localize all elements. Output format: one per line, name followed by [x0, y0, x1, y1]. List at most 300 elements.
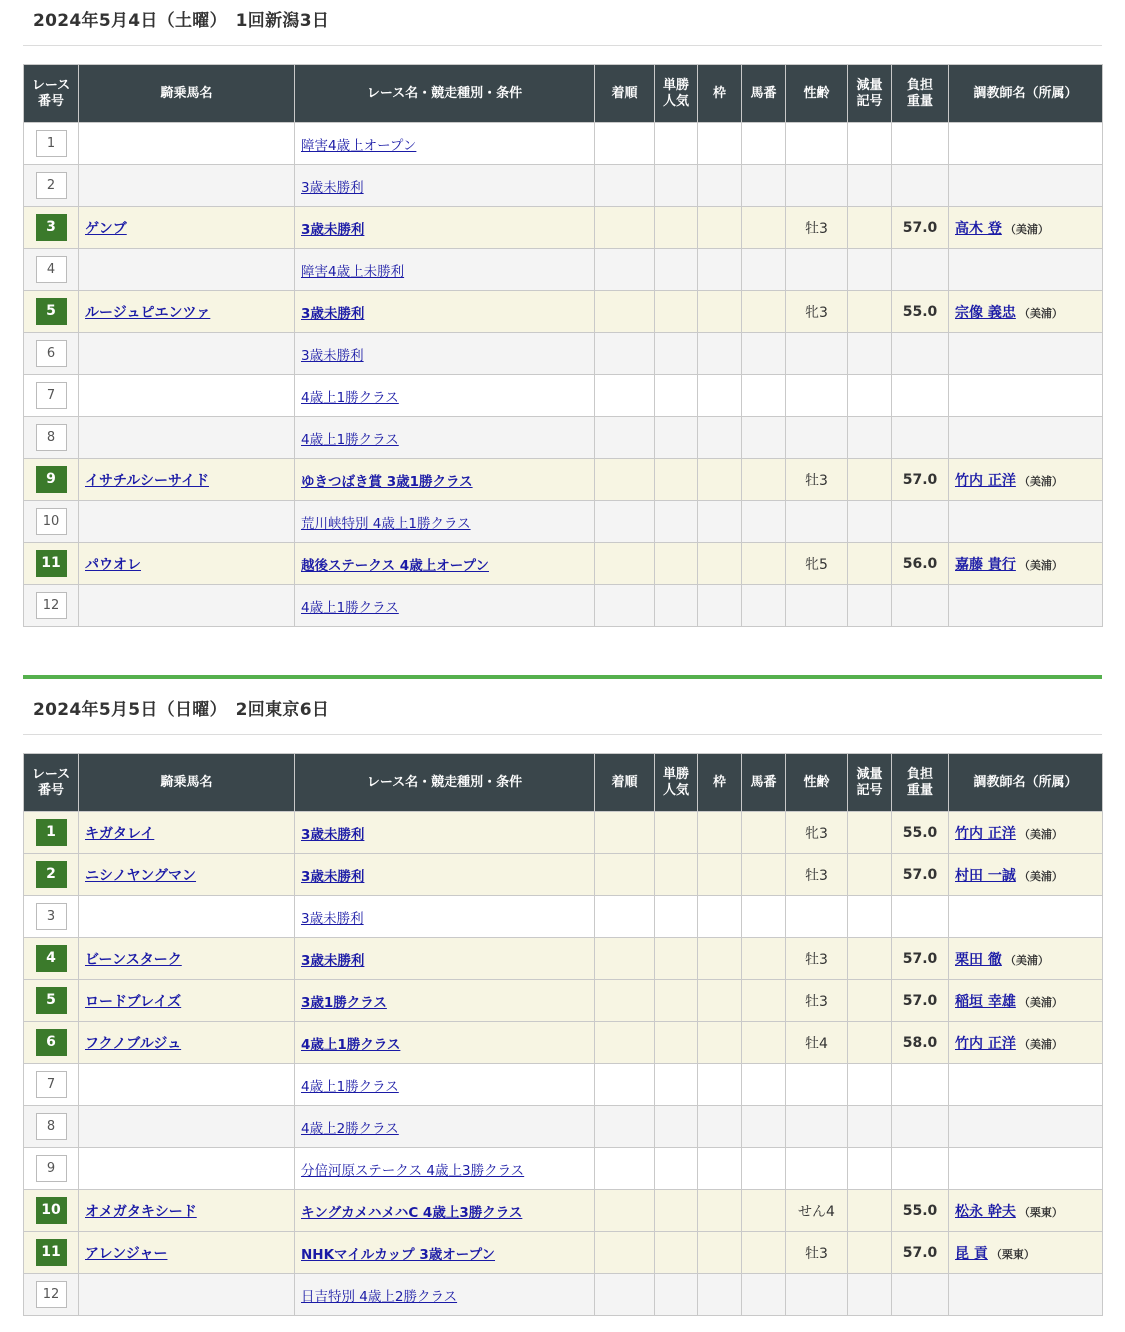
horse-name-cell: [79, 375, 295, 417]
race-number-cell: [24, 333, 79, 375]
race-name-link[interactable]: 4歳上1勝クラス: [301, 599, 399, 616]
trainer-name-link[interactable]: 竹内 正洋: [955, 472, 1016, 489]
race-name-cell: [295, 501, 595, 543]
race-row: [24, 1148, 1103, 1190]
frame-cell: [698, 1106, 742, 1148]
column-header: 減量 記号: [848, 754, 892, 812]
weight-reduction-cell: [848, 417, 892, 459]
carried-weight-cell: 57.0: [892, 938, 949, 980]
finish-position-cell: [595, 501, 655, 543]
carried-weight-cell: 55.0: [892, 291, 949, 333]
horse-number-cell: [742, 1106, 786, 1148]
day-header-1: [23, 6, 1102, 31]
trainer-cell: [949, 1022, 1103, 1064]
trainer-cell: [949, 1190, 1103, 1232]
race-name-link[interactable]: 障害4歳上オープン: [301, 137, 417, 154]
trainer-name-link[interactable]: 竹内 正洋: [955, 1035, 1016, 1052]
race-name-link[interactable]: NHKマイルカップ 3歳オープン: [301, 1246, 496, 1263]
frame-cell: [698, 980, 742, 1022]
race-name-cell: [295, 1232, 595, 1274]
race-name-cell: [295, 333, 595, 375]
header-row: [24, 65, 1103, 123]
race-row: [24, 1274, 1103, 1316]
finish-position-cell: [595, 207, 655, 249]
weight-reduction-cell: [848, 543, 892, 585]
popularity-cell: [655, 123, 698, 165]
trainer-cell: [949, 375, 1103, 417]
horse-name-cell: [79, 980, 295, 1022]
race-name-cell: [295, 123, 595, 165]
trainer-affiliation: （栗東）: [990, 1247, 1035, 1261]
title-rule: [23, 734, 1102, 735]
horse-number-cell: [742, 980, 786, 1022]
horse-number-cell: [742, 1232, 786, 1274]
trainer-affiliation: （美浦）: [1004, 222, 1049, 236]
finish-position-cell: [595, 585, 655, 627]
frame-cell: [698, 1064, 742, 1106]
trainer-cell: [949, 896, 1103, 938]
finish-position-cell: [595, 375, 655, 417]
finish-position-cell: [595, 1106, 655, 1148]
trainer-affiliation: （栗東）: [1018, 1205, 1063, 1219]
trainer-cell: [949, 1064, 1103, 1106]
race-row: [24, 854, 1103, 896]
column-header: レース 番号: [24, 65, 79, 123]
trainer-affiliation: （美浦）: [1018, 306, 1063, 320]
horse-name-cell: [79, 1148, 295, 1190]
carried-weight-cell: [892, 1148, 949, 1190]
race-row: [24, 938, 1103, 980]
race-name-link[interactable]: 越後ステークス 4歳上オープン: [301, 557, 489, 574]
horse-name-cell: [79, 1274, 295, 1316]
race-row: [24, 812, 1103, 854]
race-number-badge: 8: [36, 424, 67, 451]
column-header: 単勝 人気: [655, 754, 698, 812]
carried-weight-cell: 56.0: [892, 543, 949, 585]
carried-weight-cell: 55.0: [892, 812, 949, 854]
race-number-cell: [24, 459, 79, 501]
trainer-cell: [949, 417, 1103, 459]
day-title: 2024年5月5日（日曜） 2回東京6日: [33, 700, 330, 720]
popularity-cell: [655, 1274, 698, 1316]
horse-name-link[interactable]: オメガタキシード: [85, 1203, 197, 1220]
race-row: [24, 543, 1103, 585]
race-row: [24, 123, 1103, 165]
frame-cell: [698, 585, 742, 627]
frame-cell: [698, 165, 742, 207]
horse-name-cell: [79, 417, 295, 459]
frame-cell: [698, 938, 742, 980]
race-name-cell: [295, 1022, 595, 1064]
popularity-cell: [655, 417, 698, 459]
race-number-cell: [24, 896, 79, 938]
race-name-link[interactable]: 日吉特別 4歳上2勝クラス: [301, 1288, 458, 1305]
race-name-link[interactable]: 4歳上1勝クラス: [301, 1078, 399, 1095]
race-row: [24, 291, 1103, 333]
sex-age-cell: [786, 501, 848, 543]
race-name-link[interactable]: 3歳未勝利: [301, 347, 364, 364]
weight-reduction-cell: [848, 1106, 892, 1148]
column-header: レース 番号: [24, 754, 79, 812]
race-name-link[interactable]: 3歳未勝利: [301, 826, 365, 843]
race-number-badge: 11: [36, 1239, 67, 1266]
horse-number-cell: [742, 543, 786, 585]
race-number-badge: 12: [36, 592, 67, 619]
weight-reduction-cell: [848, 207, 892, 249]
finish-position-cell: [595, 1190, 655, 1232]
race-name-cell: [295, 375, 595, 417]
race-number-cell: [24, 207, 79, 249]
race-number-cell: [24, 1022, 79, 1064]
column-header: 負担 重量: [892, 754, 949, 812]
weight-reduction-cell: [848, 375, 892, 417]
column-header: 着順: [595, 65, 655, 123]
sex-age-cell: 牝3: [786, 812, 848, 854]
sex-age-cell: [786, 1064, 848, 1106]
race-row: [24, 585, 1103, 627]
race-number-badge: 4: [36, 945, 67, 972]
race-name-cell: [295, 585, 595, 627]
trainer-name-link[interactable]: 宗像 義忠: [955, 304, 1016, 321]
finish-position-cell: [595, 333, 655, 375]
race-name-cell: [295, 812, 595, 854]
popularity-cell: [655, 501, 698, 543]
race-name-link[interactable]: 分倍河原ステークス 4歳上3勝クラス: [301, 1162, 525, 1179]
race-number-cell: [24, 291, 79, 333]
race-number-badge: 9: [36, 1155, 67, 1182]
popularity-cell: [655, 812, 698, 854]
trainer-name-link[interactable]: 栗田 徹: [955, 951, 1002, 968]
trainer-cell: [949, 1274, 1103, 1316]
weight-reduction-cell: [848, 333, 892, 375]
horse-number-cell: [742, 854, 786, 896]
race-number-cell: [24, 1148, 79, 1190]
race-name-cell: [295, 1064, 595, 1106]
horse-number-cell: [742, 207, 786, 249]
race-name-cell: [295, 938, 595, 980]
column-header: 馬番: [742, 65, 786, 123]
sex-age-cell: [786, 417, 848, 459]
popularity-cell: [655, 249, 698, 291]
column-header: レース名・競走種別・条件: [295, 65, 595, 123]
race-number-badge: 3: [36, 214, 67, 241]
popularity-cell: [655, 165, 698, 207]
horse-name-link[interactable]: アレンジャー: [85, 1245, 168, 1262]
horse-name-cell: [79, 459, 295, 501]
trainer-name-link[interactable]: 村田 一誠: [955, 867, 1016, 884]
frame-cell: [698, 123, 742, 165]
horse-name-cell: [79, 585, 295, 627]
column-header: 調教師名（所属）: [949, 754, 1103, 812]
finish-position-cell: [595, 896, 655, 938]
race-row: [24, 459, 1103, 501]
column-header: 騎乗馬名: [79, 754, 295, 812]
sex-age-cell: [786, 123, 848, 165]
weight-reduction-cell: [848, 123, 892, 165]
day-title: 2024年5月4日（土曜） 1回新潟3日: [33, 11, 330, 31]
horse-name-cell: [79, 896, 295, 938]
race-table-day-1: [23, 64, 1103, 627]
race-row: [24, 1232, 1103, 1274]
weight-reduction-cell: [848, 812, 892, 854]
race-number-badge: 2: [36, 861, 67, 888]
race-name-link[interactable]: 4歳上1勝クラス: [301, 1036, 401, 1053]
column-header: 枠: [698, 754, 742, 812]
race-number-badge: 2: [36, 172, 67, 199]
race-name-link[interactable]: 3歳未勝利: [301, 868, 365, 885]
horse-name-link[interactable]: フクノブルジュ: [85, 1035, 182, 1052]
finish-position-cell: [595, 1232, 655, 1274]
weight-reduction-cell: [848, 1232, 892, 1274]
race-number-cell: [24, 123, 79, 165]
frame-cell: [698, 1232, 742, 1274]
column-header: 騎乗馬名: [79, 65, 295, 123]
frame-cell: [698, 417, 742, 459]
race-number-badge: 6: [36, 340, 67, 367]
horse-number-cell: [742, 938, 786, 980]
trainer-affiliation: （美浦）: [1004, 953, 1049, 967]
horse-name-link[interactable]: ゲンブ: [85, 220, 127, 237]
weight-reduction-cell: [848, 1190, 892, 1232]
sex-age-cell: [786, 333, 848, 375]
horse-name-cell: [79, 1022, 295, 1064]
race-number-badge: 1: [36, 130, 67, 157]
horse-name-cell: [79, 291, 295, 333]
race-number-badge: 3: [36, 903, 67, 930]
race-row: [24, 501, 1103, 543]
popularity-cell: [655, 1022, 698, 1064]
race-name-link[interactable]: 4歳上1勝クラス: [301, 431, 399, 448]
trainer-name-link[interactable]: 稲垣 幸雄: [955, 993, 1016, 1010]
frame-cell: [698, 1022, 742, 1064]
horse-name-cell: [79, 207, 295, 249]
frame-cell: [698, 1190, 742, 1232]
popularity-cell: [655, 1106, 698, 1148]
carried-weight-cell: 57.0: [892, 854, 949, 896]
race-name-cell: [295, 1106, 595, 1148]
race-number-cell: [24, 501, 79, 543]
race-name-link[interactable]: キングカメハメハC 4歳上3勝クラス: [301, 1204, 523, 1221]
race-number-cell: [24, 1190, 79, 1232]
finish-position-cell: [595, 165, 655, 207]
race-name-cell: [295, 543, 595, 585]
race-number-badge: 4: [36, 256, 67, 283]
popularity-cell: [655, 980, 698, 1022]
race-row: [24, 980, 1103, 1022]
carried-weight-cell: [892, 417, 949, 459]
weight-reduction-cell: [848, 501, 892, 543]
trainer-cell: [949, 165, 1103, 207]
sex-age-cell: 牡3: [786, 1232, 848, 1274]
popularity-cell: [655, 1190, 698, 1232]
race-number-cell: [24, 854, 79, 896]
column-header: 調教師名（所属）: [949, 65, 1103, 123]
carried-weight-cell: [892, 1064, 949, 1106]
popularity-cell: [655, 333, 698, 375]
race-name-cell: [295, 1274, 595, 1316]
race-name-link[interactable]: 荒川峡特別 4歳上1勝クラス: [301, 515, 471, 532]
trainer-name-link[interactable]: 高木 登: [955, 220, 1002, 237]
popularity-cell: [655, 896, 698, 938]
race-name-link[interactable]: ゆきつばき賞 3歳1勝クラス: [301, 473, 473, 490]
race-row: [24, 896, 1103, 938]
weight-reduction-cell: [848, 165, 892, 207]
finish-position-cell: [595, 123, 655, 165]
sex-age-cell: 牡4: [786, 1022, 848, 1064]
horse-number-cell: [742, 585, 786, 627]
carried-weight-cell: [892, 585, 949, 627]
popularity-cell: [655, 1064, 698, 1106]
race-name-link[interactable]: 3歳未勝利: [301, 952, 365, 969]
horse-number-cell: [742, 333, 786, 375]
finish-position-cell: [595, 1274, 655, 1316]
trainer-name-link[interactable]: 松永 幹夫: [955, 1203, 1016, 1220]
trainer-name-link[interactable]: 竹内 正洋: [955, 825, 1016, 842]
race-table-day-2: [23, 753, 1103, 1316]
race-number-badge: 12: [36, 1281, 67, 1308]
horse-number-cell: [742, 1190, 786, 1232]
race-name-cell: [295, 854, 595, 896]
race-name-link[interactable]: 障害4歳上未勝利: [301, 263, 405, 280]
weight-reduction-cell: [848, 1274, 892, 1316]
race-row: [24, 375, 1103, 417]
race-name-link[interactable]: 4歳上2勝クラス: [301, 1120, 399, 1137]
carried-weight-cell: [892, 123, 949, 165]
finish-position-cell: [595, 291, 655, 333]
column-header: 負担 重量: [892, 65, 949, 123]
horse-name-link[interactable]: ロードブレイズ: [85, 993, 182, 1010]
carried-weight-cell: 57.0: [892, 459, 949, 501]
trainer-cell: [949, 980, 1103, 1022]
race-number-cell: [24, 812, 79, 854]
race-name-link[interactable]: 3歳未勝利: [301, 179, 364, 196]
sex-age-cell: [786, 896, 848, 938]
sex-age-cell: [786, 249, 848, 291]
weight-reduction-cell: [848, 585, 892, 627]
race-number-badge: 9: [36, 466, 67, 493]
race-row: [24, 1064, 1103, 1106]
race-row: [24, 333, 1103, 375]
sex-age-cell: 牡3: [786, 938, 848, 980]
weight-reduction-cell: [848, 896, 892, 938]
finish-position-cell: [595, 1064, 655, 1106]
frame-cell: [698, 207, 742, 249]
race-row: [24, 1190, 1103, 1232]
horse-number-cell: [742, 459, 786, 501]
frame-cell: [698, 812, 742, 854]
race-row: [24, 165, 1103, 207]
race-number-cell: [24, 980, 79, 1022]
race-name-link[interactable]: 3歳未勝利: [301, 305, 365, 322]
sex-age-cell: [786, 585, 848, 627]
trainer-cell: [949, 1148, 1103, 1190]
horse-name-link[interactable]: キガタレイ: [85, 825, 155, 842]
horse-name-link[interactable]: パウオレ: [85, 556, 141, 573]
race-name-cell: [295, 896, 595, 938]
column-header: 馬番: [742, 754, 786, 812]
carried-weight-cell: [892, 249, 949, 291]
trainer-affiliation: （美浦）: [1018, 995, 1063, 1009]
race-number-badge: 10: [36, 508, 67, 535]
popularity-cell: [655, 291, 698, 333]
sex-age-cell: [786, 375, 848, 417]
horse-number-cell: [742, 1022, 786, 1064]
trainer-cell: [949, 543, 1103, 585]
popularity-cell: [655, 854, 698, 896]
race-number-cell: [24, 1106, 79, 1148]
finish-position-cell: [595, 249, 655, 291]
carried-weight-cell: [892, 1106, 949, 1148]
trainer-name-link[interactable]: 昆 貢: [955, 1245, 988, 1262]
frame-cell: [698, 896, 742, 938]
sex-age-cell: [786, 1274, 848, 1316]
trainer-affiliation: （美浦）: [1018, 474, 1063, 488]
race-number-badge: 7: [36, 382, 67, 409]
weight-reduction-cell: [848, 1148, 892, 1190]
trainer-cell: [949, 291, 1103, 333]
race-name-link[interactable]: 3歳未勝利: [301, 221, 365, 238]
trainer-name-link[interactable]: 嘉藤 貴行: [955, 556, 1016, 573]
race-number-cell: [24, 585, 79, 627]
frame-cell: [698, 333, 742, 375]
horse-name-link[interactable]: ビーンスターク: [85, 951, 182, 968]
horse-name-link[interactable]: ニシノヤングマン: [85, 867, 197, 884]
carried-weight-cell: 58.0: [892, 1022, 949, 1064]
finish-position-cell: [595, 812, 655, 854]
popularity-cell: [655, 938, 698, 980]
horse-number-cell: [742, 812, 786, 854]
horse-name-cell: [79, 1064, 295, 1106]
race-name-link[interactable]: 3歳未勝利: [301, 910, 364, 927]
horse-number-cell: [742, 249, 786, 291]
weight-reduction-cell: [848, 938, 892, 980]
column-header: 性齢: [786, 754, 848, 812]
day-header-2: [23, 695, 1102, 720]
race-name-cell: [295, 165, 595, 207]
race-number-badge: 5: [36, 987, 67, 1014]
column-header: 減量 記号: [848, 65, 892, 123]
finish-position-cell: [595, 938, 655, 980]
horse-number-cell: [742, 165, 786, 207]
carried-weight-cell: 57.0: [892, 207, 949, 249]
weight-reduction-cell: [848, 980, 892, 1022]
popularity-cell: [655, 207, 698, 249]
sex-age-cell: 牡3: [786, 980, 848, 1022]
horse-name-cell: [79, 938, 295, 980]
frame-cell: [698, 249, 742, 291]
horse-number-cell: [742, 123, 786, 165]
race-number-badge: 7: [36, 1071, 67, 1098]
race-row: [24, 1106, 1103, 1148]
horse-name-link[interactable]: ルージュピエンツァ: [85, 304, 211, 321]
popularity-cell: [655, 375, 698, 417]
race-name-link[interactable]: 4歳上1勝クラス: [301, 389, 399, 406]
trainer-cell: [949, 1232, 1103, 1274]
race-row: [24, 249, 1103, 291]
race-number-cell: [24, 249, 79, 291]
column-header: 単勝 人気: [655, 65, 698, 123]
race-number-badge: 10: [36, 1197, 67, 1224]
horse-name-cell: [79, 501, 295, 543]
race-number-badge: 8: [36, 1113, 67, 1140]
column-header: 性齢: [786, 65, 848, 123]
race-name-link[interactable]: 3歳1勝クラス: [301, 994, 387, 1011]
frame-cell: [698, 543, 742, 585]
popularity-cell: [655, 585, 698, 627]
weight-reduction-cell: [848, 854, 892, 896]
horse-name-link[interactable]: イサチルシーサイド: [85, 472, 209, 489]
horse-name-cell: [79, 812, 295, 854]
